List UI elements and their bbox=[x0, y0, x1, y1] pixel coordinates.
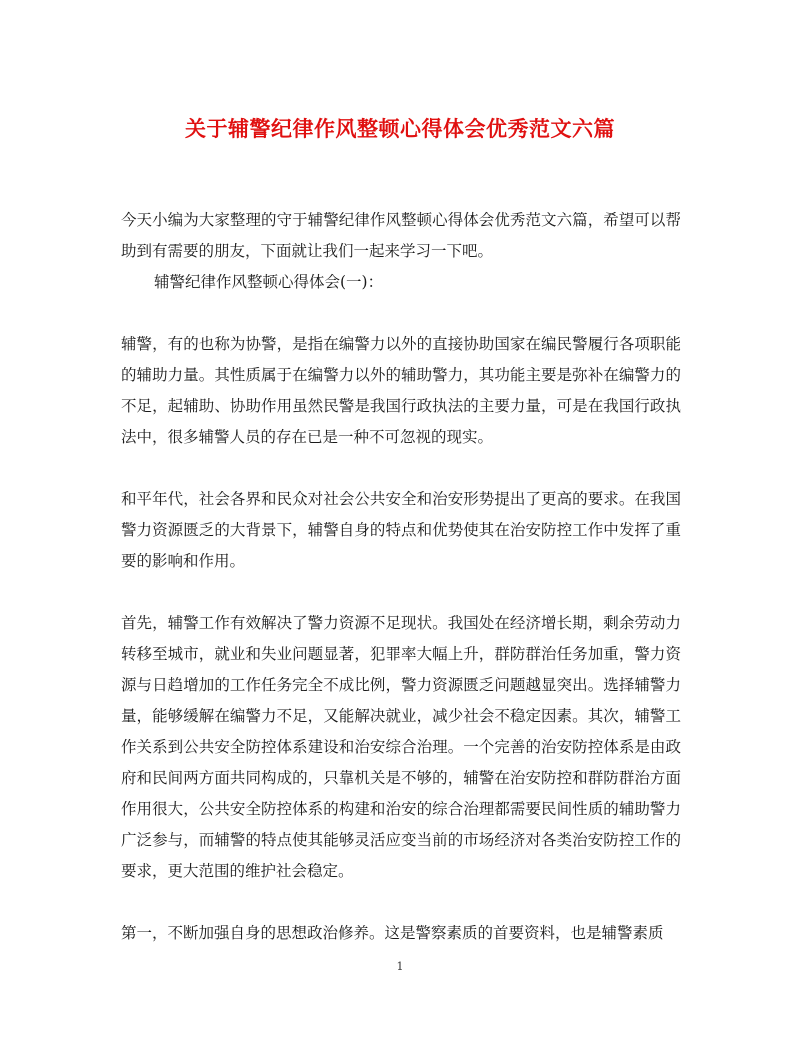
body-paragraph-4: 第一，不断加强自身的思想政治修养。这是警察素质的首要资料，也是辅警素质 bbox=[121, 924, 664, 942]
intro-paragraph: 今天小编为大家整理的守于辅警纪律作风整顿心得体会优秀范文六篇，希望可以帮助到有需要的朋友，下面就让我们一起来学习一下吧。 bbox=[121, 211, 681, 260]
document-title: 关于辅警纪律作风整顿心得体会优秀范文六篇 bbox=[185, 116, 615, 141]
section-heading: 辅警纪律作风整顿心得体会(一)： bbox=[154, 273, 384, 291]
document-body bbox=[121, 205, 681, 949]
body-paragraph-1: 辅警，有的也称为协警，是指在编警力以外的直接协助国家在编民警履行各项职能的辅助力量。其性质属于在编警力以外的辅助警力，其功能主要是弥补在编警力的不足，起辅助、协助作用虽然民警是我国行政执法的主要力量，可是在我国行政执法中，很多辅警人员的存在已是一种不可忽视的现实。 bbox=[121, 335, 681, 446]
body-paragraph-2: 和平年代，社会各界和民众对社会公共安全和治安形势提出了更高的要求。在我国警力资源匮乏的大背景下，辅警自身的特点和优势使其在治安防控工作中发挥了重要的影响和作用。 bbox=[121, 490, 681, 570]
page-number: 1 bbox=[396, 960, 404, 973]
body-paragraph-3: 首先，辅警工作有效解决了警力资源不足现状。我国处在经济增长期，剩余劳动力转移至城市，就业和失业问题显著，犯罪率大幅上升，群防群治任务加重，警力资源与日趋增加的工作任务完全不成比例，警力资源匮乏问题越显突出。选择辅警力量，能够缓解在编警力不足，又能解决就业，减少社会不稳定因素。其次，辅警工作关系到公共安全防控体系建设和治安综合治理。一个完善的治安防控体系是由政府和民间两方面共同构成的，只靠机关是不够的，辅警在治安防控和群防群治方面作用很大，公共安全防控体系的构建和治安的综合治理都需要民间性质的辅助警力广泛参与，而辅警的特点使其能够灵活应变当前的市场经济对各类治安防控工作的要求，更大范围的维护社会稳定。 bbox=[121, 614, 681, 880]
